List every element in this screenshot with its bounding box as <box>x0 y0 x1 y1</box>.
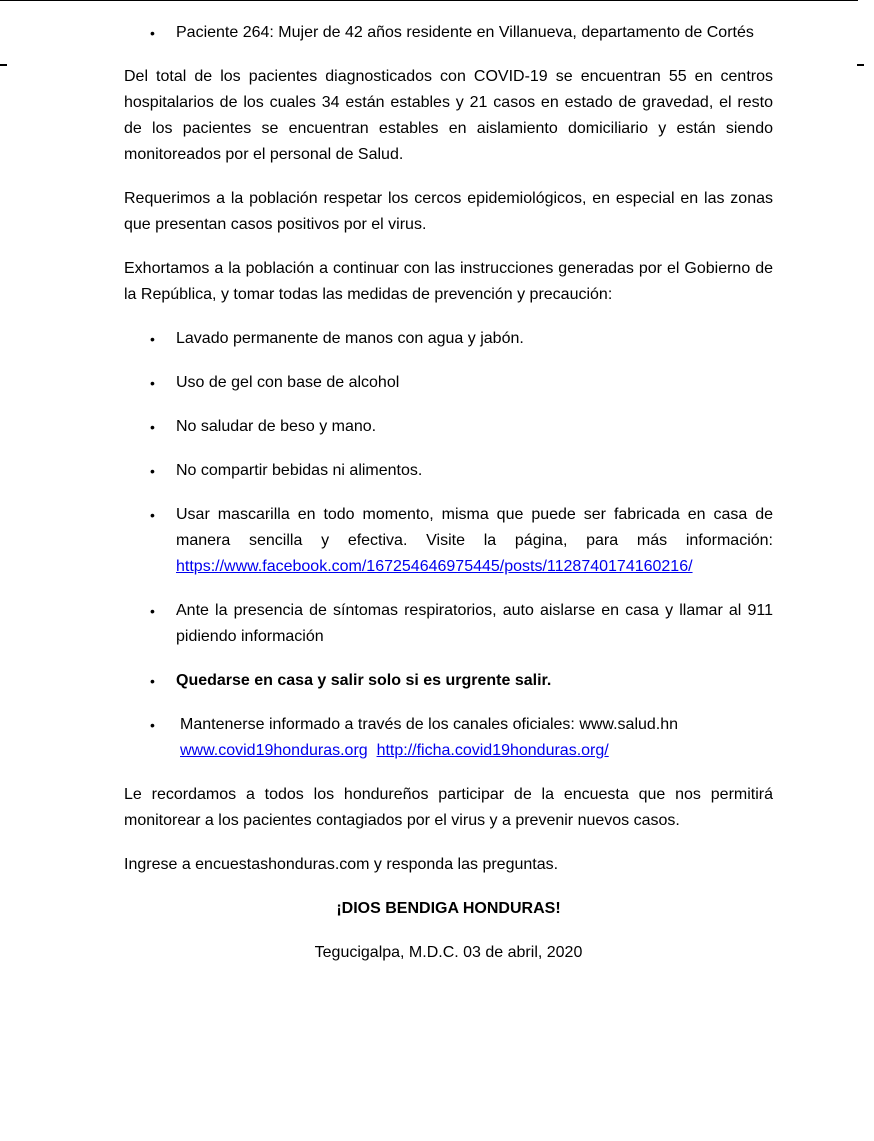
document-body <box>124 20 773 966</box>
measure-text: No compartir bebidas ni alimentos. <box>176 462 423 479</box>
list-item-no-greeting <box>124 414 773 440</box>
measure-text: Uso de gel con base de alcohol <box>176 374 400 391</box>
bullet-icon: • <box>150 331 155 347</box>
paragraph-hospital-status: Del total de los pacientes diagnosticados con COVID-19 se encuentran 55 en centros hospitalarios de los cuales 34 están estables y 21 casos en estado de gravedad, el resto de los pacientes se encuentran estables en aislamiento domiciliario y están siendo monitoreados por el personal de Salud. <box>124 68 773 163</box>
right-margin-mark <box>857 64 864 66</box>
list-item-patient-264 <box>124 20 773 46</box>
list-item-mask <box>124 502 773 580</box>
measure-text: Usar mascarilla en todo momento, misma que puede ser fabricada en casa de manera sencilla y efectiva. Visite la página, para más información: <box>176 506 773 549</box>
covid19honduras-link[interactable]: www.covid19honduras.org <box>180 742 368 759</box>
paragraph-survey-site: Ingrese a encuestashonduras.com y responda las preguntas. <box>124 856 559 873</box>
dateline: Tegucigalpa, M.D.C. 03 de abril, 2020 <box>314 944 583 961</box>
page-top-rule <box>0 0 858 1</box>
bullet-icon: • <box>150 375 155 391</box>
bullet-icon: • <box>150 463 155 479</box>
bullet-icon: • <box>150 603 155 619</box>
bullet-icon: • <box>150 25 155 41</box>
list-item-official-channels <box>124 712 773 764</box>
measure-text: Mantenerse informado a través de los canales oficiales: www.salud.hn <box>180 716 679 733</box>
list-item-no-sharing <box>124 458 773 484</box>
list-item-respiratory-symptoms <box>124 598 773 650</box>
patient-264-text: Paciente 264: Mujer de 42 años residente en Villanueva, departamento de Cortés <box>176 24 754 41</box>
left-margin-mark <box>0 64 7 66</box>
measure-text: Lavado permanente de manos con agua y jabón. <box>176 330 524 347</box>
measure-text-bold: Quedarse en casa y salir solo si es urgrente salir. <box>176 672 552 689</box>
ficha-covid19honduras-link[interactable]: http://ficha.covid19honduras.org/ <box>376 742 609 759</box>
list-item-alcohol-gel <box>124 370 773 396</box>
list-item-stay-home <box>124 668 773 694</box>
facebook-link[interactable]: https://www.facebook.com/167254646975445/posts/1128740174160216/ <box>176 558 693 575</box>
paragraph-epidemiological-fences: Requerimos a la población respetar los cercos epidemiológicos, en especial en las zonas que presentan casos positivos por el virus. <box>124 190 773 233</box>
bullet-icon: • <box>150 717 155 733</box>
bullet-icon: • <box>150 419 155 435</box>
list-item-handwashing <box>124 326 773 352</box>
bullet-icon: • <box>150 673 155 689</box>
bullet-icon: • <box>150 507 155 523</box>
paragraph-survey: Le recordamos a todos los hondureños participar de la encuesta que nos permitirá monitorear a los pacientes contagiados por el virus y a prevenir nuevos casos. <box>124 786 773 829</box>
paragraph-exhortation: Exhortamos a la población a continuar con las instrucciones generadas por el Gobierno de la República, y tomar todas las medidas de prevención y precaución: <box>124 260 773 303</box>
measure-text: Ante la presencia de síntomas respiratorios, auto aislarse en casa y llamar al 911 pidiendo información <box>176 602 773 645</box>
blessing-heading: ¡DIOS BENDIGA HONDURAS! <box>336 900 561 917</box>
measure-text: No saludar de beso y mano. <box>176 418 377 435</box>
